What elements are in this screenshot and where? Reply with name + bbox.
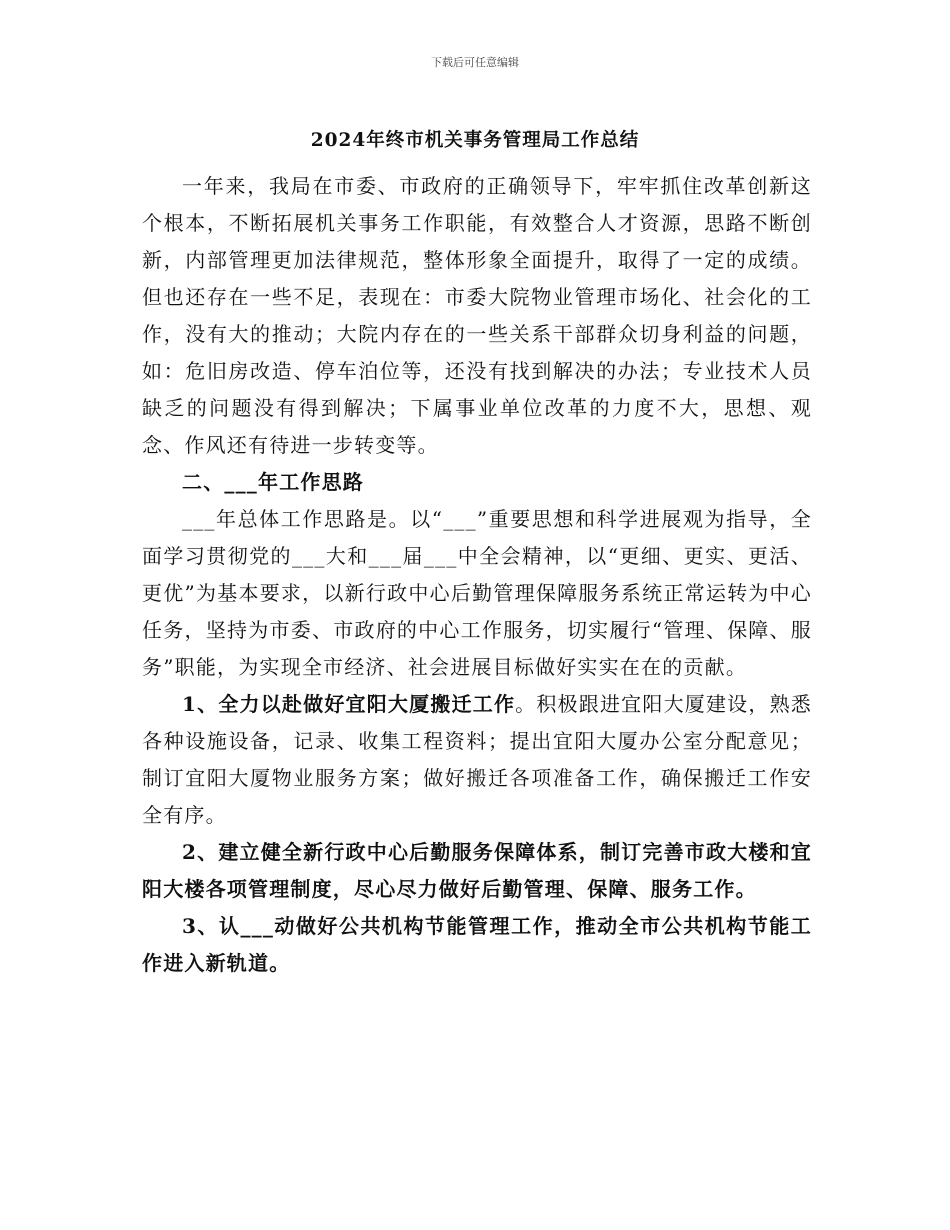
list-item-1-lead: 1、全力以赴做好宜阳大厦搬迁工作: [182, 692, 516, 716]
list-item-1-text: 。积极跟进宜阳大厦建设，熟悉各种设施设备，记录、收集工程资料；提出宜阳大厦办公室分配意见；制订宜阳大厦物业服务方案；做好搬迁各项准备工作，确保搬迁工作安全有序。: [142, 692, 812, 827]
document-title: 2024年终市机关事务管理局工作总结: [310, 130, 640, 151]
section-heading-work-plan: 二、___年工作思路: [182, 470, 364, 494]
paragraph-summary: 一年来，我局在市委、市政府的正确领导下，牢牢抓住改革创新这个根本，不断拓展机关事务工作职能，有效整合人才资源，思路不断创新，内部管理更加法律规范，整体形象全面提升，取得了一定的成绩。但也还存在一些不足，表现在：市委大院物业管理市场化、社会化的工作，没有大的推动；大院内存在的一些关系干部群众切身利益的问题，如：危旧房改造、停车泊位等，还没有找到解决的办法；专业技术人员缺乏的问题没有得到解决；下属事业单位改革的力度不大，思想、观念、作风还有待进一步转变等。: [142, 174, 812, 457]
header-note: 下载后可任意编辑: [431, 56, 519, 69]
list-item-3: 3、认___动做好公共机构节能管理工作，推动全市公共机构节能工作进入新轨道。: [142, 914, 812, 975]
list-item-2: 2、建立健全新行政中心后勤服务保障体系，制订完善市政大楼和宜阳大楼各项管理制度，尽心尽力做好后勤管理、保障、服务工作。: [142, 840, 812, 901]
document-body: [142, 168, 812, 982]
paragraph-work-plan: ___年总体工作思路是。以“___”重要思想和科学进展观为指导，全面学习贯彻党的___大和___届___中全会精神，以“更细、更实、更活、更优”为基本要求，以新行政中心后勤管理保障服务系统正常运转为中心任务，坚持为市委、市政府的中心工作服务，切实履行“管理、保障、服务”职能，为实现全市经济、社会进展目标做好实实在在的贡献。: [142, 507, 812, 679]
list-item-1: [142, 686, 812, 834]
